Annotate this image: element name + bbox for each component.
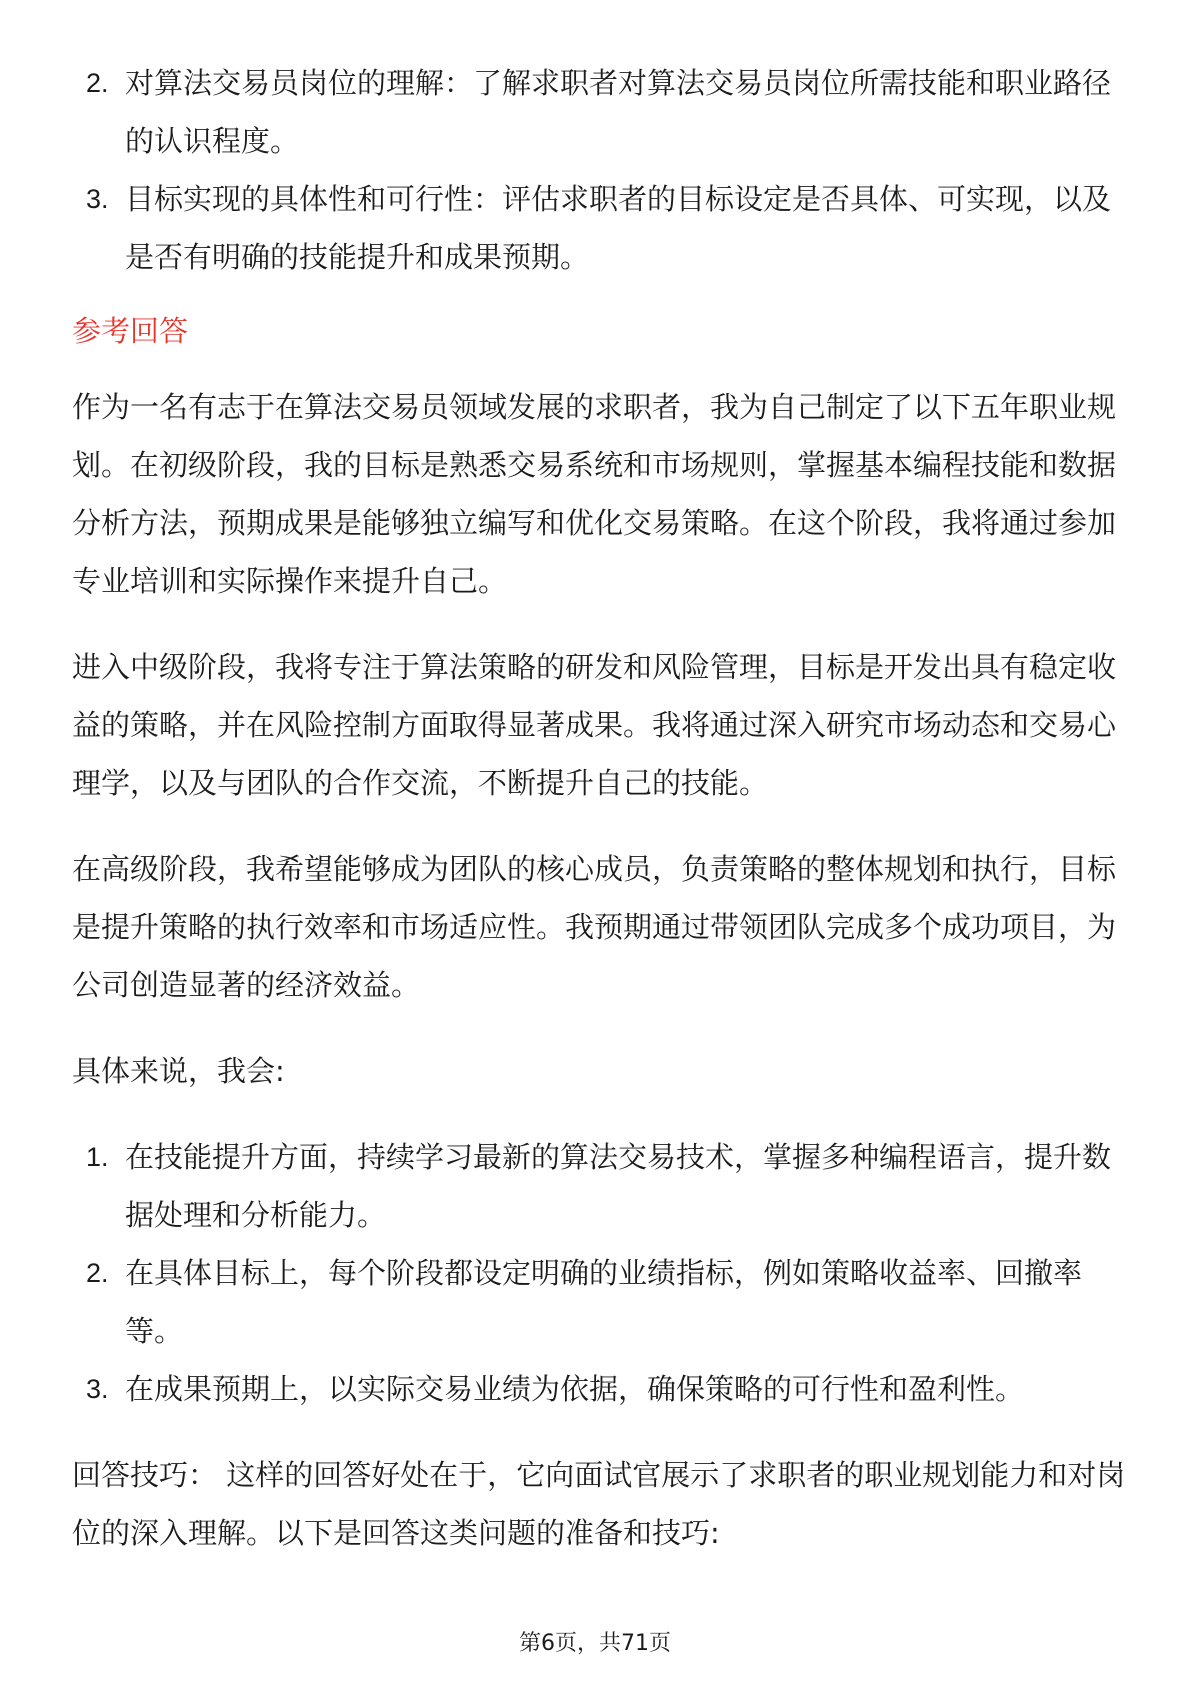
answer-paragraph bbox=[72, 638, 1118, 812]
list-number: 3. bbox=[86, 184, 109, 214]
document-page bbox=[72, 54, 1126, 1562]
list-item-line: 的认识程度。 bbox=[125, 124, 300, 158]
paragraph-line: 回答技巧： 这样的回答好处在于，它向面试官展示了求职者的职业规划能力和对岗 bbox=[72, 1458, 1126, 1492]
list-item-line: 在具体目标上，每个阶段都设定明确的业绩指标，例如策略收益率、回撤率 bbox=[125, 1256, 1083, 1290]
plan-item bbox=[72, 1244, 1118, 1360]
paragraph-line: 分析方法，预期成果是能够独立编写和优化交易策略。在这个阶段，我将通过参加 bbox=[72, 506, 1117, 540]
paragraph-line: 理学，以及与团队的合作交流，不断提升自己的技能。 bbox=[72, 766, 769, 800]
paragraph-line: 专业培训和实际操作来提升自己。 bbox=[72, 564, 508, 598]
list-item-line: 是否有明确的技能提升和成果预期。 bbox=[125, 240, 590, 274]
tips-paragraph bbox=[72, 1446, 1126, 1562]
list-number: 3. bbox=[86, 1374, 109, 1404]
plan-item bbox=[72, 1128, 1118, 1244]
answer-paragraph bbox=[72, 1042, 1118, 1100]
list-item-line: 据处理和分析能力。 bbox=[125, 1198, 387, 1232]
paragraph-line: 是提升策略的执行效率和市场适应性。我预期通过带领团队完成多个成功项目，为 bbox=[72, 910, 1117, 944]
criteria-item bbox=[72, 170, 1118, 286]
list-number: 2. bbox=[86, 1258, 109, 1288]
criteria-list bbox=[72, 54, 1118, 286]
list-item-line: 对算法交易员岗位的理解：了解求职者对算法交易员岗位所需技能和职业路径 bbox=[125, 66, 1112, 100]
plan-list bbox=[72, 1128, 1118, 1418]
paragraph-line: 作为一名有志于在算法交易员领域发展的求职者，我为自己制定了以下五年职业规 bbox=[72, 390, 1117, 424]
criteria-item bbox=[72, 54, 1118, 170]
plan-item bbox=[72, 1360, 1118, 1418]
section-heading: 参考回答 bbox=[72, 314, 189, 348]
list-number: 2. bbox=[86, 68, 109, 98]
answer-paragraph bbox=[72, 840, 1118, 1014]
answer-paragraph bbox=[72, 378, 1118, 610]
list-item-line: 在技能提升方面，持续学习最新的算法交易技术，掌握多种编程语言，提升数 bbox=[125, 1140, 1112, 1174]
list-item-line: 目标实现的具体性和可行性：评估求职者的目标设定是否具体、可实现，以及 bbox=[125, 182, 1112, 216]
paragraph-line: 位的深入理解。以下是回答这类问题的准备和技巧: bbox=[72, 1516, 720, 1550]
list-item-line: 等。 bbox=[125, 1314, 184, 1348]
page-number: 第6页，共71页 bbox=[519, 1631, 671, 1656]
paragraph-line: 公司创造显著的经济效益。 bbox=[72, 968, 421, 1002]
paragraph-line: 进入中级阶段，我将专注于算法策略的研发和风险管理，目标是开发出具有稳定收 bbox=[72, 650, 1117, 684]
list-item-line: 在成果预期上，以实际交易业绩为依据，确保策略的可行性和盈利性。 bbox=[125, 1372, 1025, 1406]
paragraph-line: 具体来说，我会: bbox=[72, 1054, 285, 1088]
paragraph-line: 划。在初级阶段，我的目标是熟悉交易系统和市场规则，掌握基本编程技能和数据 bbox=[72, 448, 1117, 482]
paragraph-line: 益的策略，并在风险控制方面取得显著成果。我将通过深入研究市场动态和交易心 bbox=[72, 708, 1117, 742]
paragraph-line: 在高级阶段，我希望能够成为团队的核心成员，负责策略的整体规划和执行，目标 bbox=[72, 852, 1117, 886]
list-number: 1. bbox=[86, 1142, 109, 1172]
